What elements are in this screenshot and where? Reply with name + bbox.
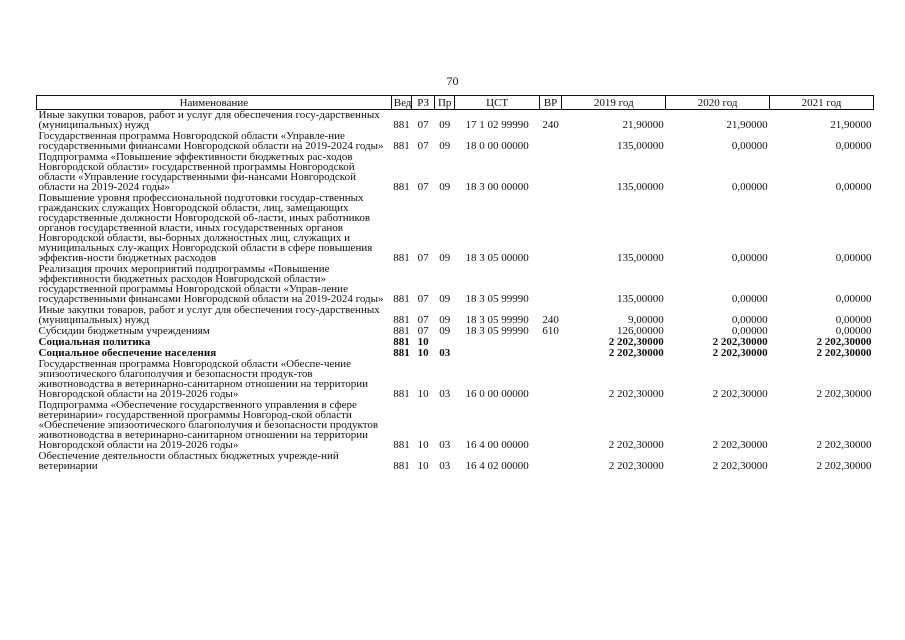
cell-vr xyxy=(539,451,562,472)
cell-rz: 10 xyxy=(417,347,429,359)
table-row xyxy=(37,305,874,326)
cell-cst: 16 4 02 00000 xyxy=(465,460,529,472)
table-row xyxy=(37,359,874,400)
cell-rz: 10 xyxy=(417,460,429,472)
cell-2021: 0,00000 xyxy=(835,252,872,264)
cell-name: Реализация прочих мероприятий подпрограммы «Повышение эффективности бюджетных расходов Новгородской области» государственной программы Новгородской области «Управ-ление государственными финансами Новгородской области на 2019-2024 годы» xyxy=(38,263,384,305)
cell-2019: 135,00000 xyxy=(616,181,664,193)
header-name: Наименование xyxy=(37,96,392,110)
header-2019: 2019 год xyxy=(562,96,666,110)
cell-cst: 17 1 02 99990 xyxy=(465,119,529,131)
cell-2019: 135,00000 xyxy=(616,140,664,152)
cell-2020: 0,00000 xyxy=(731,325,768,337)
cell-name: Обеспечение деятельности областных бюджетных учрежде-ний ветеринарии xyxy=(38,450,339,472)
header-cst: ЦСТ xyxy=(455,96,539,110)
cell-rz: 07 xyxy=(417,325,429,337)
cell-2019: 2 202,30000 xyxy=(608,347,664,359)
cell-2019: 2 202,30000 xyxy=(608,388,664,400)
cell-2019: 21,90000 xyxy=(622,119,664,131)
cell-ved: 881 xyxy=(393,388,410,400)
cell-2019: 2 202,30000 xyxy=(608,439,664,451)
cell-vr: 240 xyxy=(542,119,559,131)
cell-ved: 881 xyxy=(393,325,410,337)
cell-cst: 18 3 05 99990 xyxy=(465,314,529,326)
cell-ved: 881 xyxy=(393,119,410,131)
cell-2020: 2 202,30000 xyxy=(712,336,768,348)
header-2021: 2021 год xyxy=(770,96,874,110)
table-body xyxy=(37,110,874,473)
cell-vr xyxy=(539,264,562,305)
cell-2021: 2 202,30000 xyxy=(816,336,872,348)
cell-pr: 09 xyxy=(439,325,451,337)
cell-2021: 0,00000 xyxy=(835,314,872,326)
cell-2020: 0,00000 xyxy=(731,181,768,193)
cell-2021: 21,90000 xyxy=(830,119,872,131)
cell-2020: 0,00000 xyxy=(731,252,768,264)
cell-pr: 03 xyxy=(439,347,451,359)
cell-cst xyxy=(455,337,539,348)
cell-cst: 16 0 00 00000 xyxy=(465,388,529,400)
cell-pr: 09 xyxy=(439,181,451,193)
cell-2021: 2 202,30000 xyxy=(816,388,872,400)
cell-vr xyxy=(539,348,562,359)
cell-cst: 16 4 00 00000 xyxy=(465,439,529,451)
cell-2020: 0,00000 xyxy=(731,293,768,305)
cell-ved: 881 xyxy=(393,140,410,152)
cell-name: Государственная программа Новгородской области «Управле-ние государственными финансами Новгородской области на 2019-2024 годы» xyxy=(38,130,384,152)
budget-table xyxy=(36,95,874,472)
cell-2020: 0,00000 xyxy=(731,314,768,326)
header-2020: 2020 год xyxy=(666,96,770,110)
cell-name: Иные закупки товаров, работ и услуг для обеспечения госу-дарственных (муниципальных) нужд xyxy=(38,304,380,326)
header-pr: Пр xyxy=(434,96,455,110)
cell-pr: 03 xyxy=(439,388,451,400)
table-row xyxy=(37,400,874,451)
cell-ved: 881 xyxy=(393,314,410,326)
cell-rz: 07 xyxy=(417,119,429,131)
header-vr: ВР xyxy=(539,96,562,110)
table-header xyxy=(37,96,874,110)
cell-pr: 09 xyxy=(439,293,451,305)
page-number: 70 xyxy=(446,74,459,88)
table-row xyxy=(37,152,874,193)
cell-cst xyxy=(455,348,539,359)
cell-2020: 2 202,30000 xyxy=(712,347,768,359)
cell-pr: 09 xyxy=(439,314,451,326)
cell-name: Социальная политика xyxy=(38,336,151,348)
cell-rz: 10 xyxy=(417,336,429,348)
cell-2021: 2 202,30000 xyxy=(816,439,872,451)
cell-rz: 10 xyxy=(417,388,429,400)
cell-2019: 2 202,30000 xyxy=(608,336,664,348)
cell-2020: 0,00000 xyxy=(731,140,768,152)
cell-rz: 07 xyxy=(417,314,429,326)
cell-vr: 610 xyxy=(542,325,559,337)
cell-cst: 18 3 05 99990 xyxy=(465,293,529,305)
cell-2020: 2 202,30000 xyxy=(712,388,768,400)
header-ved: Вед xyxy=(391,96,412,110)
cell-name: Повышение уровня профессиональной подготовки государ-ственных гражданских служащих Новгородской области, лиц, замещающих государственные должности Новгородской об-ласти, иных работников органов государственной власти, иных государственных органов Новгородской области, вы-борных должностных лиц, служащих и муниципальных слу-жащих Новгородской области в сфере повышения эффектив-ности бюджетных расходов xyxy=(38,192,373,264)
cell-cst: 18 3 00 00000 xyxy=(465,181,529,193)
cell-ved: 881 xyxy=(393,181,410,193)
cell-rz: 07 xyxy=(417,293,429,305)
cell-pr: 03 xyxy=(439,439,451,451)
cell-2021: 0,00000 xyxy=(835,325,872,337)
cell-2020: 2 202,30000 xyxy=(712,460,768,472)
cell-cst: 18 3 05 00000 xyxy=(465,252,529,264)
cell-vr xyxy=(539,400,562,451)
cell-2019: 2 202,30000 xyxy=(608,460,664,472)
cell-2019: 135,00000 xyxy=(616,293,664,305)
cell-pr: 09 xyxy=(439,252,451,264)
cell-vr xyxy=(539,337,562,348)
cell-2019: 135,00000 xyxy=(616,252,664,264)
cell-2021: 0,00000 xyxy=(835,181,872,193)
cell-2021: 2 202,30000 xyxy=(816,460,872,472)
table-row xyxy=(37,193,874,264)
cell-rz: 10 xyxy=(417,439,429,451)
cell-vr xyxy=(539,359,562,400)
cell-2019: 126,00000 xyxy=(616,325,664,337)
cell-name: Субсидии бюджетным учреждениям xyxy=(38,325,210,337)
cell-cst: 18 0 00 00000 xyxy=(465,140,529,152)
cell-2021: 0,00000 xyxy=(835,140,872,152)
cell-rz: 07 xyxy=(417,252,429,264)
header-rz: РЗ xyxy=(412,96,435,110)
cell-pr: 03 xyxy=(439,460,451,472)
cell-rz: 07 xyxy=(417,181,429,193)
table-row xyxy=(37,131,874,152)
cell-cst: 18 3 05 99990 xyxy=(465,325,529,337)
cell-pr: 09 xyxy=(439,119,451,131)
cell-name: Подпрограмма «Обеспечение государственного управления в сфере ветеринарии» государственной программы Новгород-ской области «Обеспечение эпизоотического благополучия и безопасности продуктов животноводства в ветеринарно-санитарном отношении на территории Новгородской области на 2019-2026 годы» xyxy=(38,399,379,451)
cell-vr xyxy=(539,131,562,152)
table-row xyxy=(37,110,874,132)
cell-2020: 21,90000 xyxy=(726,119,768,131)
cell-ved: 881 xyxy=(393,439,410,451)
cell-rz: 07 xyxy=(417,140,429,152)
cell-ved: 881 xyxy=(393,252,410,264)
cell-2021: 0,00000 xyxy=(835,293,872,305)
cell-vr xyxy=(539,152,562,193)
cell-2021: 2 202,30000 xyxy=(816,347,872,359)
cell-name: Социальное обеспечение населения xyxy=(38,347,217,359)
cell-2020: 2 202,30000 xyxy=(712,439,768,451)
cell-name: Государственная программа Новгородской области «Обеспе-чение эпизоотического благополучия и безопасности продук-тов животноводства в ветеринарно-санитарном отношении на территории Новгородской области на 2019-2026 годы» xyxy=(38,358,369,400)
cell-vr xyxy=(539,193,562,264)
cell-vr: 240 xyxy=(542,314,559,326)
cell-2019: 9,00000 xyxy=(627,314,664,326)
cell-ved: 881 xyxy=(393,336,410,348)
cell-ved: 881 xyxy=(393,347,410,359)
cell-name: Иные закупки товаров, работ и услуг для обеспечения госу-дарственных (муниципальных) нужд xyxy=(38,109,380,131)
table-row xyxy=(37,451,874,472)
cell-pr: 09 xyxy=(439,140,451,152)
cell-ved: 881 xyxy=(393,293,410,305)
cell-name: Подпрограмма «Повышение эффективности бюджетных рас-ходов Новгородской области» государственной программы Новгородской области «Управление государственными фи-нансами Новгородской области на 2019-2024 годы» xyxy=(38,151,356,193)
table-row xyxy=(37,264,874,305)
cell-ved: 881 xyxy=(393,460,410,472)
